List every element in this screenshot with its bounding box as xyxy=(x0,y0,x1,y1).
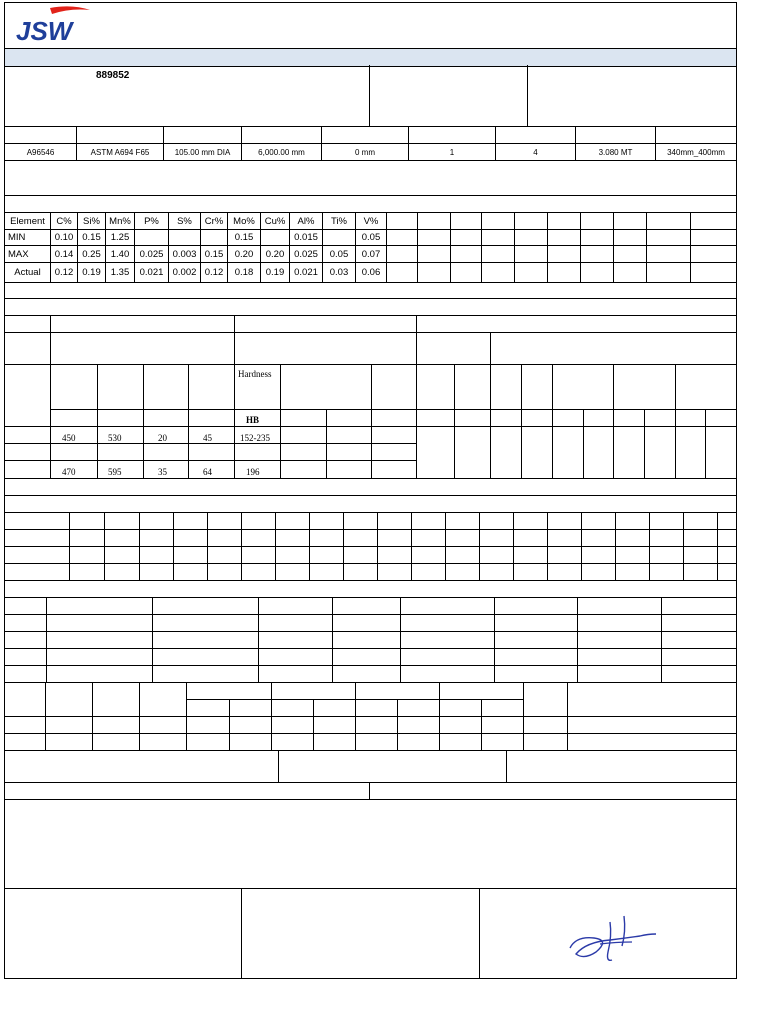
length-2: 0 mm xyxy=(322,144,409,161)
chem-header-ti: Ti% xyxy=(323,213,356,230)
header-band xyxy=(5,48,736,67)
actual-elong: 35 xyxy=(158,467,167,477)
chem-header-cr: Cr% xyxy=(201,213,228,230)
spec-ra: 45 xyxy=(203,433,212,443)
chem-row-max: MAX 0.14 0.25 1.40 0.025 0.003 0.15 0.20 0.20 0.025 0.05 0.07 xyxy=(5,246,737,263)
chem-header-mn: Mn% xyxy=(106,213,135,230)
chem-row-min: MIN 0.10 0.15 1.25 0.15 0.015 0.05 xyxy=(5,230,737,246)
bundles: 1 xyxy=(409,144,496,161)
heat-no: A96546 xyxy=(5,144,77,161)
chem-header-mo: Mo% xyxy=(228,213,261,230)
chem-header-element: Element xyxy=(5,213,51,230)
actual-hardness: 196 xyxy=(246,467,260,477)
chemistry-table xyxy=(4,212,737,283)
actual-ys: 595 xyxy=(108,467,122,477)
chem-header-al: Al% xyxy=(290,213,323,230)
chem-header-cu: Cu% xyxy=(261,213,290,230)
hardness-label: Hardness xyxy=(238,369,272,379)
chem-header-v: V% xyxy=(356,213,387,230)
length: 6,000.00 mm xyxy=(242,144,322,161)
product-table xyxy=(4,126,737,161)
weight: 3.080 MT xyxy=(576,144,656,161)
jsw-logo xyxy=(12,4,108,48)
signature xyxy=(566,912,662,966)
spec-elong: 20 xyxy=(158,433,167,443)
spec-hardness: 152-235 xyxy=(240,433,270,443)
hardness-unit: HB xyxy=(246,415,260,425)
chem-header-s: S% xyxy=(169,213,201,230)
spec-ys: 530 xyxy=(108,433,122,443)
certificate-number: 889852 xyxy=(96,70,130,81)
chem-header-c: C% xyxy=(51,213,78,230)
logo-text: JSW xyxy=(16,16,73,46)
actual-uts: 470 xyxy=(62,467,76,477)
grid-table-1 xyxy=(4,512,737,581)
grade: ASTM A694 F65 xyxy=(77,144,164,161)
dimension: 340mm_400mm xyxy=(656,144,737,161)
chem-row-actual: Actual 0.12 0.19 1.35 0.021 0.002 0.12 0.18 0.19 0.021 0.03 0.06 xyxy=(5,263,737,283)
chem-header-p: P% xyxy=(135,213,169,230)
size: 105.00 mm DIA xyxy=(164,144,242,161)
spec-uts: 450 xyxy=(62,433,76,443)
grid-table-2 xyxy=(4,597,737,683)
actual-ra: 64 xyxy=(203,467,212,477)
pieces: 4 xyxy=(496,144,576,161)
chem-header-si: Si% xyxy=(78,213,106,230)
